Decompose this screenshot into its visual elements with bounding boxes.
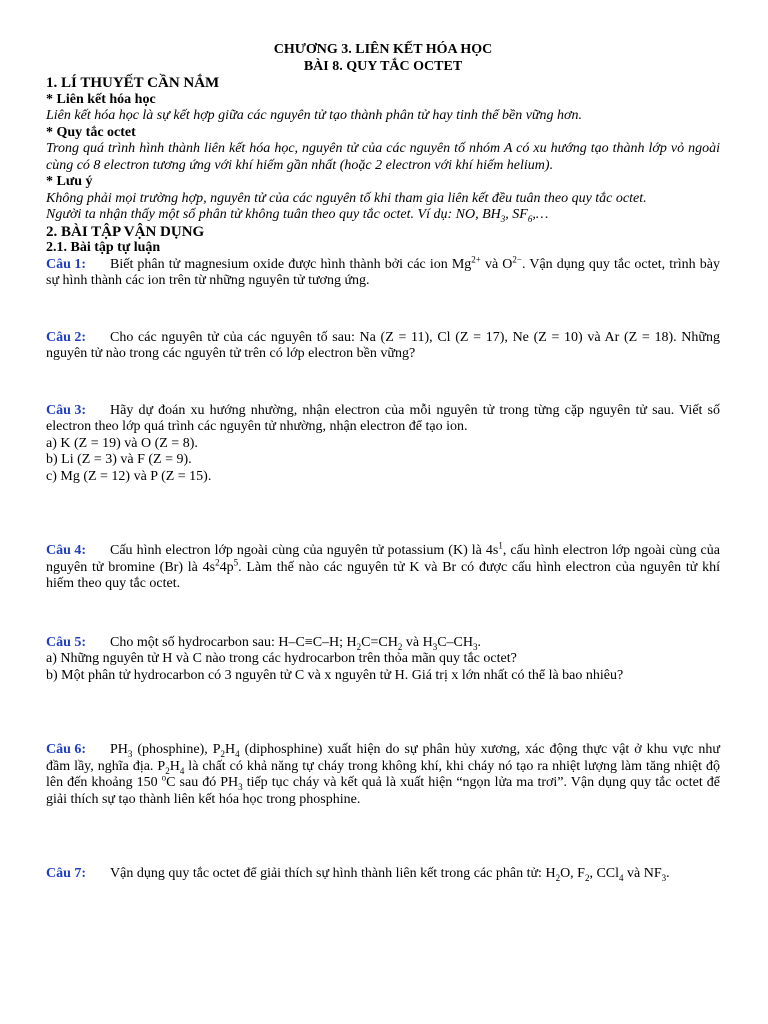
question-3-a: a) K (Z = 19) và O (Z = 8). — [46, 435, 198, 451]
chapter-title: CHƯƠNG 3. LIÊN KẾT HÓA HỌC — [273, 42, 493, 57]
theory-heading: 1. LÍ THUYẾT CẦN NẮM — [46, 75, 220, 91]
question-3-c: c) Mg (Z = 12) và P (Z = 15). — [46, 468, 212, 484]
document-page — [46, 42, 720, 883]
question-1-label: Câu 1: — [46, 256, 87, 272]
question-5: Câu 5: Cho một số hydrocarbon sau: H–C≡C–H; $H_2C=CH_2$ và $H_3C-CH_3$. — [46, 634, 481, 652]
exercises-heading: 2. BÀI TẬP VẬN DỤNG — [46, 223, 205, 240]
question-5-b: b) Một phân tử hydrocarbon có 3 nguyên tử C và x nguyên tử H. Giá trị x lớn nhất có thể là bao nhiêu? — [46, 667, 624, 683]
note-text-2: Người ta nhận thấy một số phân tử không tuân theo quy tắc octet. Ví dụ: NO, $BH_3$, $SF_6,\dots$ — [46, 207, 549, 224]
question-2-label: Câu 2: — [46, 329, 87, 345]
question-3: Câu 3: Hãy dự đoán xu hướng nhường, nhận electron của mỗi nguyên tử trong từng cặp nguyên tử sau. Viết số electron theo lớp quá trình các nguyên tử nhường, nhận electron để tạo ion. — [46, 402, 720, 434]
question-4-label: Câu 4: — [46, 543, 87, 558]
question-4: Câu 4: Cấu hình electron lớp ngoài cùng của nguyên tử potassium (K) là $4s^1$, cấu hình electron lớp ngoài cùng của nguyên tử bromine (Br) là $4s^24p^5$. Làm thế nào các nguyên tử K và Br có được cấu hình electron của nguyên tử khí hiếm theo quy tắc octet. — [46, 540, 720, 591]
question-5-a: a) Những nguyên tử H và C nào trong các hydrocarbon trên thỏa mãn quy tắc octet? — [46, 651, 517, 666]
question-5-label: Câu 5: — [46, 634, 87, 650]
note-title: * Lưu ý — [46, 174, 93, 189]
octet-text: Trong quá trình hình thành liên kết hóa học, nguyên tử của các nguyên tố nhóm A có xu hướng tạo thành lớp vỏ ngoài cùng có 8 electron tương ứng với khí hiếm gần nhất (hoặc 2 electron với khí hiếm helium). — [46, 141, 720, 173]
question-6: Câu 6: $PH_3$ (phosphine), $P_2H_4$ (diphosphine) xuất hiện do sự phân hủy xương, xác động thực vật ở khu vực như đầm lầy, nghĩa địa. $P_2H_4$ là chất có khả năng tự cháy trong không khí, khi cháy nó tạo ra nhiệt lượng làm tăng nhiệt độ lên đến khoảng 150 $^o$C sau đó $PH_3$ tiếp tục cháy và kết quả là xuất hiện “ngọn lửa ma trơi”. Vận dụng quy tắc octet để giải thích sự tạo thành liên kết hóa học trong phosphine. — [46, 742, 720, 807]
question-6-label: Câu 6: — [46, 742, 87, 757]
question-2: Câu 2: Cho các nguyên tử của các nguyên tố sau: Na (Z = 11), Cl (Z = 17), Ne (Z = 10) và Ar (Z = 18). Những nguyên tử nào trong các nguyên tử trên có lớp electron bền vững? — [46, 329, 720, 361]
question-1: Câu 1: Biết phân tử magnesium oxide được hình thành bởi các ion $Mg^{2+}$ và $O^{2-}$. Vận dụng quy tắc octet, trình bày sự hình thành các ion trên từ những nguyên tử tương ứng. — [46, 253, 720, 288]
question-3-b: b) Li (Z = 3) và F (Z = 9). — [46, 452, 192, 467]
octet-title: * Quy tắc octet — [46, 124, 136, 140]
bond-text: Liên kết hóa học là sự kết hợp giữa các nguyên tử tạo thành phân tử hay tinh thể bền vững hơn. — [46, 108, 583, 123]
question-3-label: Câu 3: — [46, 402, 87, 418]
bond-title: * Liên kết hóa học — [46, 91, 156, 107]
question-7-label: Câu 7: — [46, 866, 87, 881]
question-7: Câu 7: Vận dụng quy tắc octet để giải thích sự hình thành liên kết trong các phân tử: $H_2O$, $F_2$, CCl$_4$ và $NF_3$. — [46, 866, 670, 883]
exercises-subheading: 2.1. Bài tập tự luận — [46, 240, 161, 255]
note-text-1: Không phải mọi trường hợp, nguyên tử của các nguyên tố khi tham gia liên kết đều tuân theo quy tắc octet. — [46, 190, 647, 206]
lesson-title: BÀI 8. QUY TẮC OCTET — [303, 58, 463, 74]
